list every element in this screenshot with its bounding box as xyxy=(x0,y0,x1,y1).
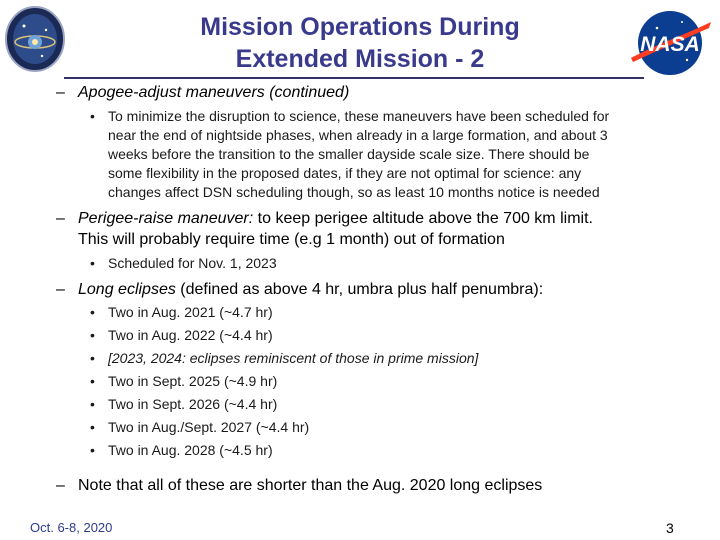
nasa-meatball-logo xyxy=(627,8,713,78)
perigee-line2: This will probably require time (e.g 1 month) out of formation xyxy=(78,231,505,248)
apogee-detail-line: weeks before the transition to the smaller dayside scale size. There should be xyxy=(108,146,590,162)
perigee-heading-italic: Perigee-raise maneuver: xyxy=(78,210,254,227)
apogee-detail-line: some flexibility in the proposed dates, if they are not optimal for science: any xyxy=(108,165,582,181)
eclipses-heading-rest: (defined as above 4 hr, umbra plus half penumbra): xyxy=(175,281,544,298)
apogee-detail xyxy=(108,107,698,202)
perigee-schedule-text: Scheduled for Nov. 1, 2023 xyxy=(108,255,277,271)
title-line-2: Extended Mission - 2 xyxy=(235,45,485,73)
eclipses-heading-italic: Long eclipses xyxy=(78,281,176,298)
apogee-detail-line: near the end of nightside phases, when already in a large formation, and about 3 xyxy=(108,127,608,143)
apogee-detail-line: changes affect DSN scheduling though, so as least 10 months notice is needed xyxy=(108,184,600,200)
title-line-1: Mission Operations During xyxy=(200,13,520,41)
apogee-detail-line: To minimize the disruption to science, these maneuvers have been scheduled for xyxy=(108,108,610,124)
page-number: 3 xyxy=(666,520,674,536)
title-divider xyxy=(64,77,644,79)
eclipses-note-text: Note that all of these are shorter than the Aug. 2020 long eclipses xyxy=(78,477,543,494)
apogee-heading-text: Apogee-adjust maneuvers (continued) xyxy=(78,84,350,101)
perigee-heading-rest: to keep perigee altitude above the 700 km limit. xyxy=(253,210,593,227)
nasa-logo-text: NASA xyxy=(640,33,700,56)
footer-date: Oct. 6-8, 2020 xyxy=(30,520,113,535)
slide-title xyxy=(150,11,570,75)
mission-patch-icon xyxy=(4,4,66,74)
